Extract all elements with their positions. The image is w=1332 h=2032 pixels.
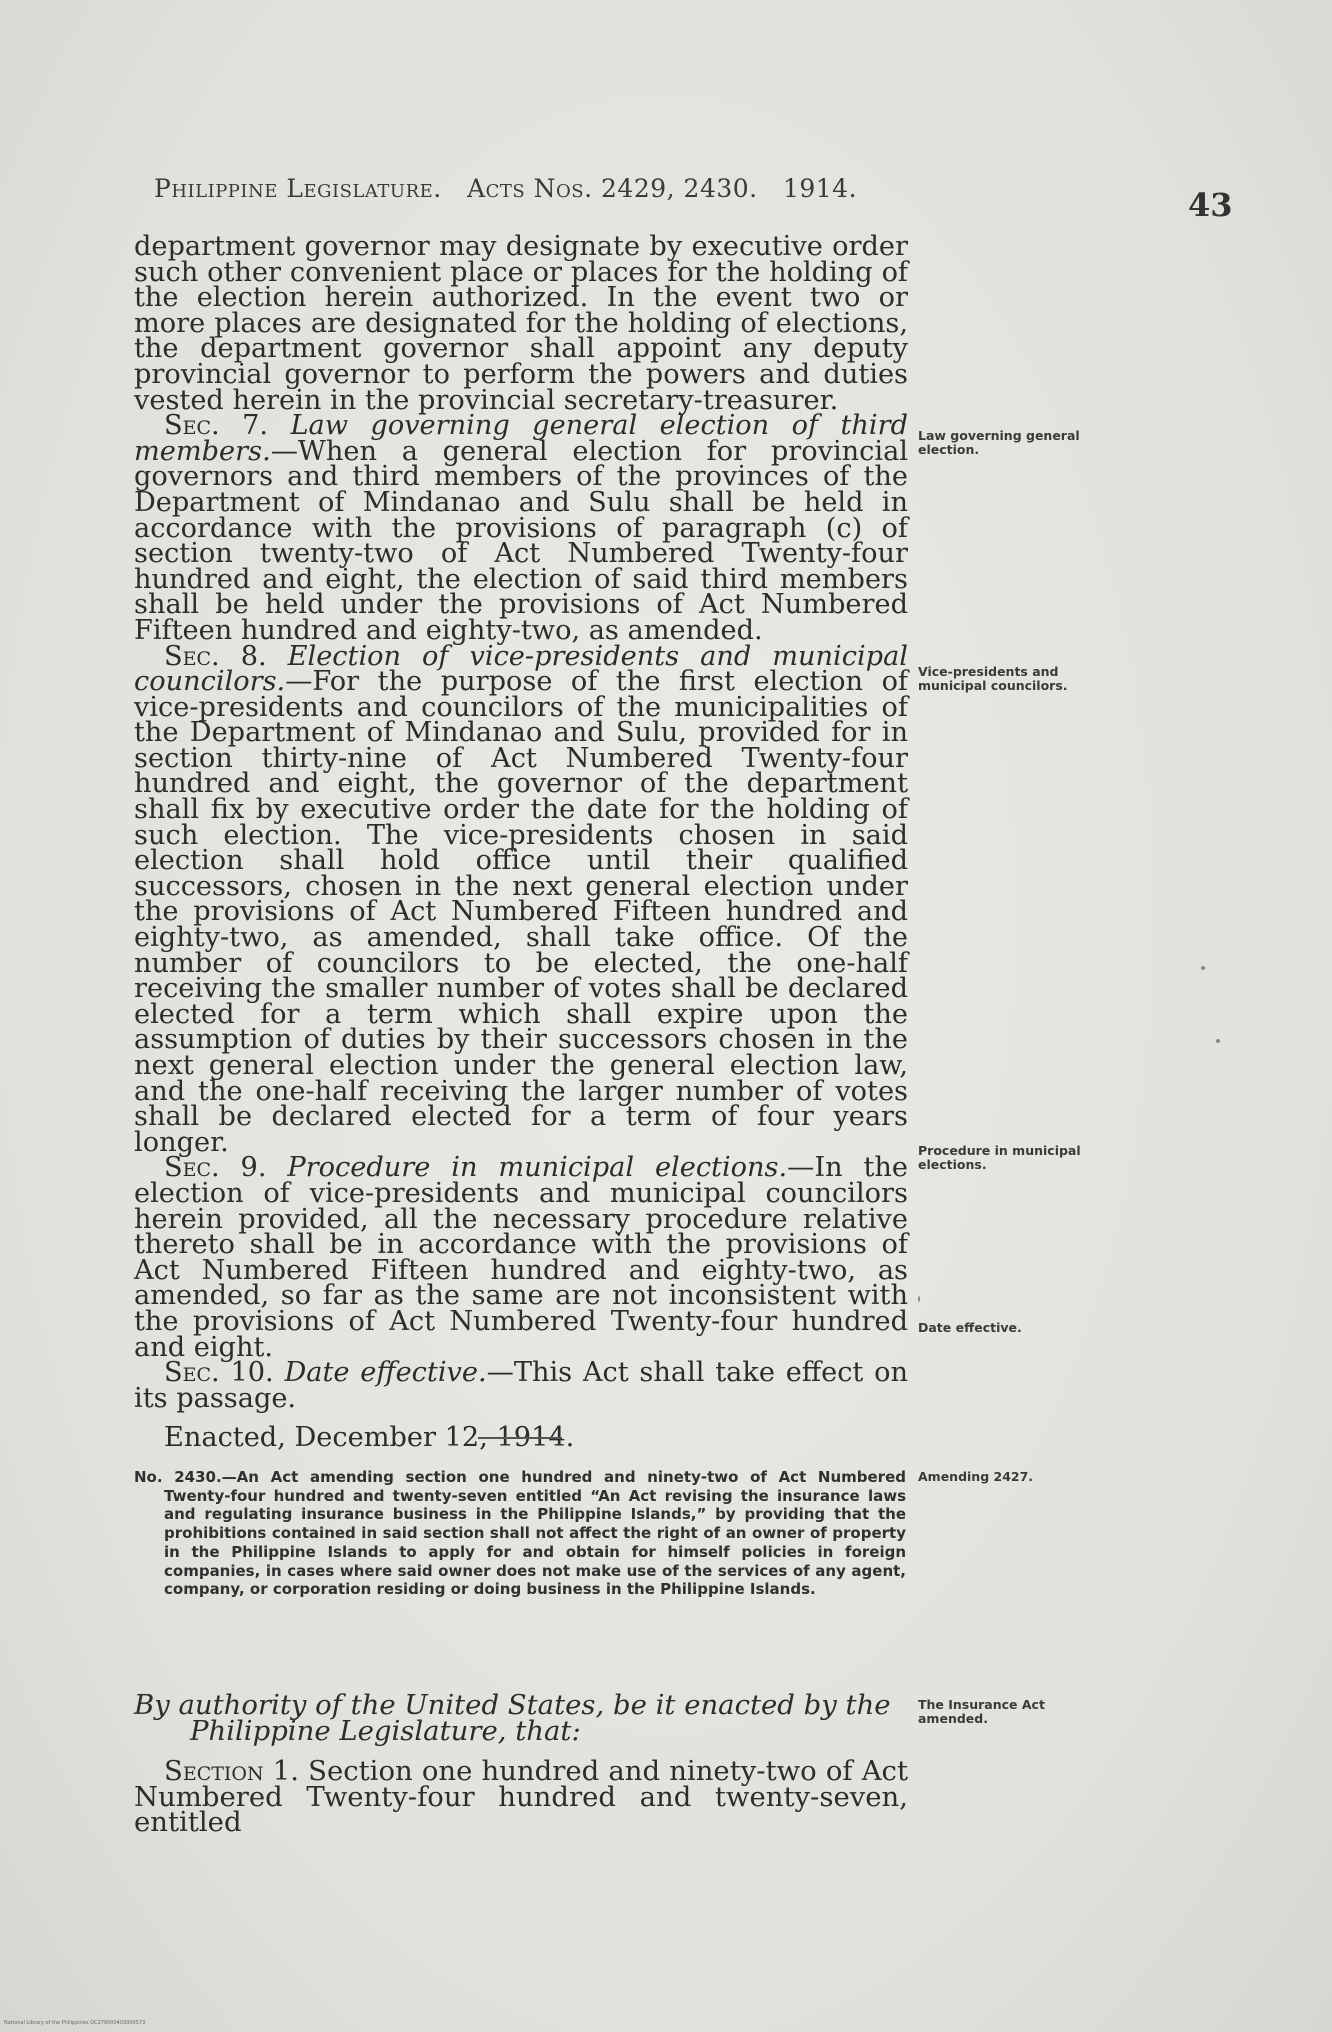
section-8-text: —For the purpose of the first election of vice-presidents and councilors of the municipalities of the Department of Mindanao and Sulu, provided for in section thirty-nine of Act Numbered Twenty-four hundred and eight, the governor of the department shall fix by executive order the date for the holding of such election. The vice-presidents chosen in said election shall hold office until their qualified successors, chosen in the next general election under the provisions of Act Numbered Fifteen hundred and eighty-two, as amended, shall take office. Of the number of councilors to be elected, the one-half receiving the smaller number of votes shall be declared elected for a term which shall expire upon the assumption of duties by their successors chosen in the next general election under the general election law, and the one-half receiving the larger number of votes shall be declared elected for a term of four years longer. xyxy=(134,666,908,1158)
section-9-title: Procedure in municipal elections. xyxy=(287,1152,788,1184)
running-head xyxy=(154,174,914,203)
section-1-text: Section one hundred and ninety-two of Act Numbered Twenty-four hundred and twenty-seven, entitled xyxy=(134,1755,909,1839)
section-9-text: —In the election of vice-presidents and municipal councilors herein provided, all the necessary procedure relative thereto shall be in accordance with the provisions of Act Numbered Fifteen hundred and eighty-two, as amended, so far as the same are not inconsistent with the provisions of Act Numbered Twenty-four hundred and eight. xyxy=(134,1152,908,1363)
section-7-text: —When a general election for provincial governors and third members of the provinces of the Department of Mindanao and Sulu shall be held in accordance with the provisions of paragraph (c) of section twenty-two of Act Numbered Twenty-four hundred and eight, the election of said third members shall be held under the provisions of Act Numbered Fifteen hundred and eighty-two, as amended. xyxy=(134,435,908,646)
margin-note-sec8: Vice-presidents and municipal councilors. xyxy=(918,664,1068,693)
section-8-label: Sec. 8. xyxy=(164,640,267,672)
act-2430-summary xyxy=(134,1468,906,1599)
running-head-acts: Acts Nos. 2429, 2430. xyxy=(467,174,758,203)
section-7-title: Law governing general election of third members. xyxy=(134,410,908,467)
margin-note-sec7: Law governing general election. xyxy=(918,428,1080,457)
section-10 xyxy=(134,1357,908,1414)
section-8 xyxy=(134,640,908,1158)
section-7 xyxy=(134,410,908,646)
section-1-label: Section 1. xyxy=(164,1755,299,1787)
paper-speck xyxy=(918,1296,920,1302)
page-number: 43 xyxy=(1188,186,1233,224)
paper-speck xyxy=(1201,966,1205,970)
section-7-label: Sec. 7. xyxy=(164,410,269,442)
section-10-label: Sec. 10. xyxy=(164,1357,274,1389)
margin-note-sec10: Date effective. xyxy=(918,1320,1022,1335)
paragraph-continuation: department governor may designate by executive order such other convenient place or places for the holding of the election herein authorized. In the event two or more places are designated for the holding of elections, the department governor shall appoint any deputy provincial governor to perform the powers and duties vested herein in the provincial secretary-treasurer. xyxy=(134,231,908,416)
enacting-clause-line2: Philippine Legislature, that: xyxy=(190,1715,581,1747)
act-2430-section-1 xyxy=(134,1755,909,1839)
section-8-title: Election of vice-presidents and municipal councilors. xyxy=(134,640,908,698)
enacting-clause xyxy=(134,1689,908,1747)
act-2430-summary-text: No. 2430.—An Act amending section one hundred and ninety-two of Act Numbered Twenty-four hundred and twenty-seven entitled “An Act revising the insurance laws and regulating insurance business in the Philippine Islands,” by providing that the prohibitions contained in said section shall not affect the right of an owner of property in the Philippine Islands to apply for and obtain for himself policies in foreign companies, in cases where said owner does not make use of the services of any agent, company, or corporation residing or doing business in the Philippine Islands. xyxy=(134,1468,906,1599)
main-text-column xyxy=(134,231,908,1454)
section-9 xyxy=(134,1152,908,1363)
scan-credit: National Library of the Philippines DC279000403000573 xyxy=(4,2020,146,2026)
margin-note-sec9: Procedure in municipal elections. xyxy=(918,1143,1081,1172)
paper-speck xyxy=(1216,1039,1220,1043)
margin-note-enacting: The Insurance Act amended. xyxy=(918,1697,1045,1726)
section-9-label: Sec. 9. xyxy=(164,1152,267,1184)
section-10-text: —This Act shall take effect on its passage. xyxy=(134,1357,908,1414)
running-head-year: 1914. xyxy=(782,174,858,203)
section-divider-rule xyxy=(478,1437,562,1439)
margin-note-act2430: Amending 2427. xyxy=(918,1469,1034,1484)
section-10-title: Date effective. xyxy=(284,1357,487,1389)
enacted-date: Enacted, December 12, 1914. xyxy=(164,1422,575,1454)
running-head-legislature: Philippine Legislature. xyxy=(154,174,442,203)
enacting-clause-line1: By authority of the United States, be it enacted by the xyxy=(134,1689,891,1721)
